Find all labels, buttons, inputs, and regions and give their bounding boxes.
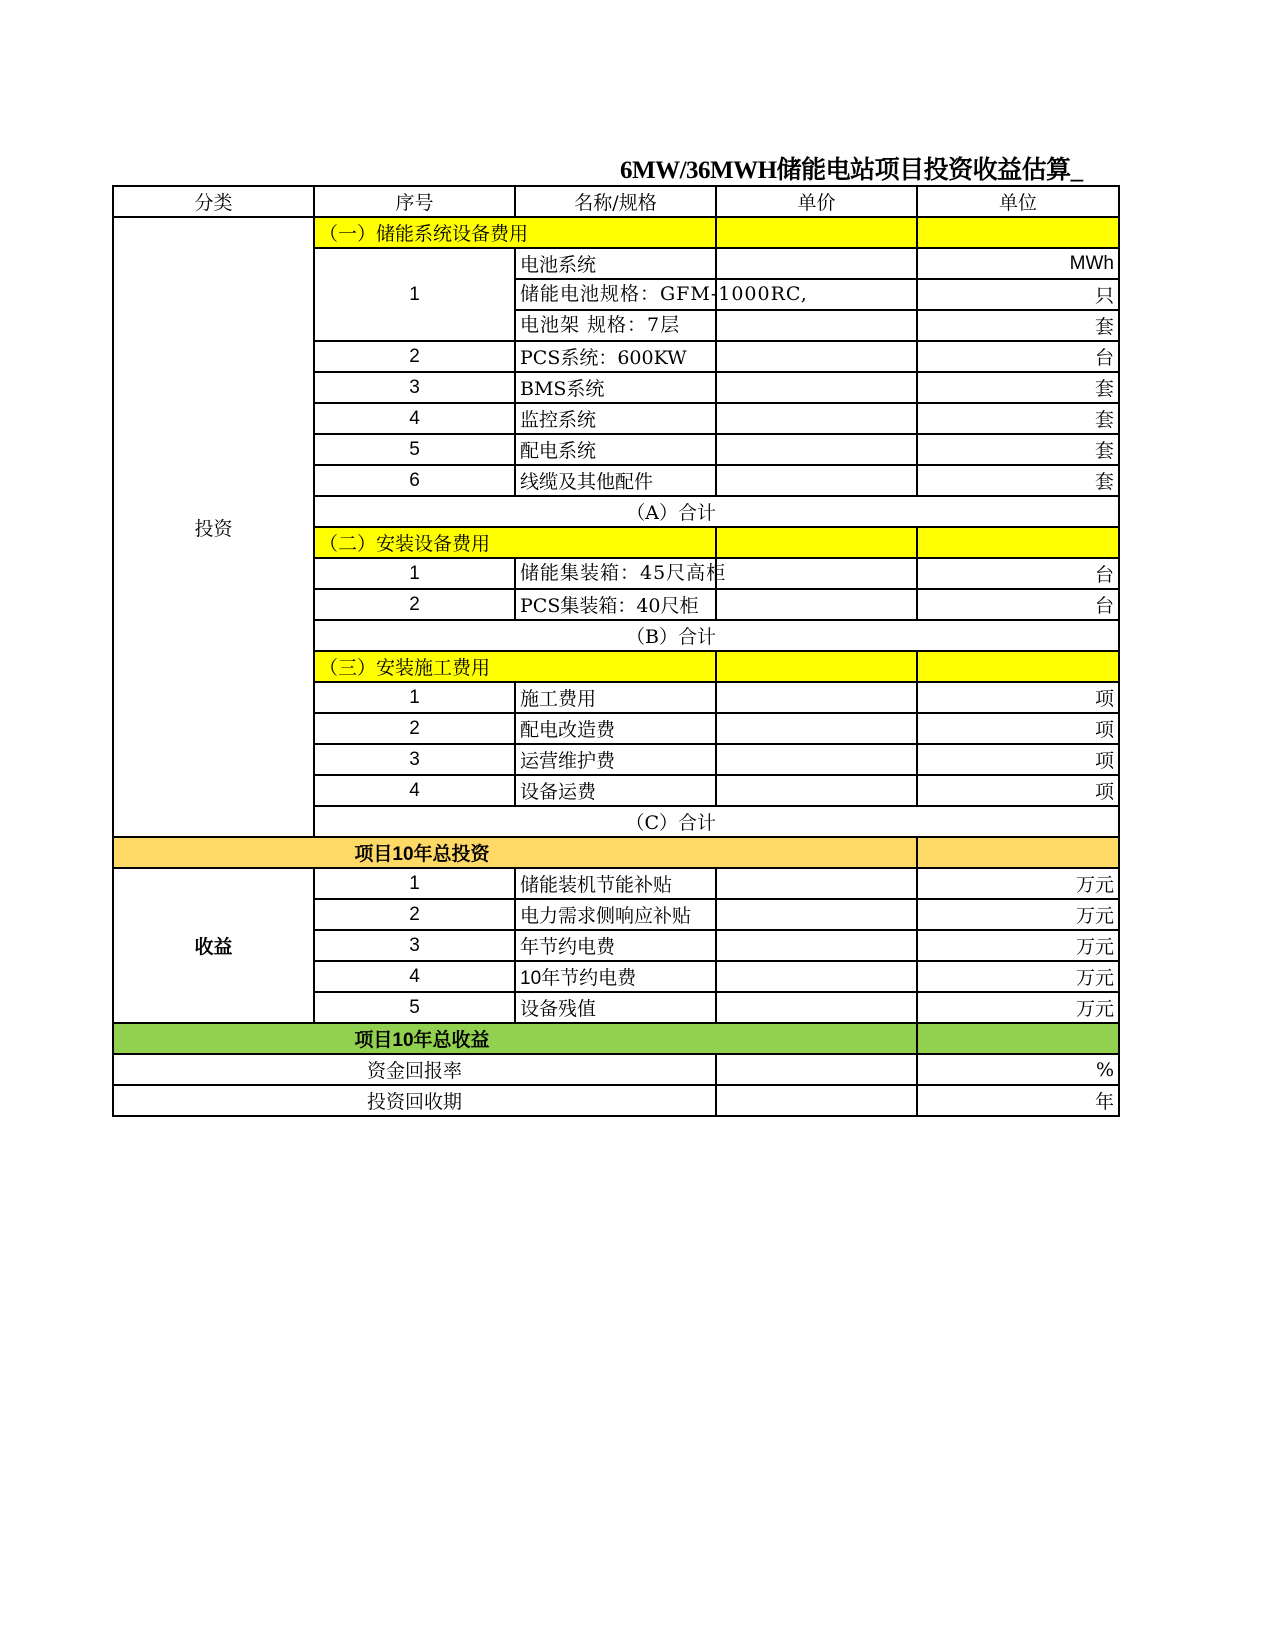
subtotal-value[interactable] <box>716 806 1119 837</box>
price-cell[interactable] <box>716 434 917 465</box>
price-cell[interactable] <box>716 899 917 930</box>
name-cell[interactable]: 设备运费 <box>515 775 716 806</box>
seq-cell[interactable]: 4 <box>314 775 515 806</box>
investment-total-value[interactable] <box>917 837 1119 868</box>
payback-period-unit[interactable]: 年 <box>917 1085 1119 1116</box>
price-cell[interactable] <box>716 558 917 589</box>
investment-total-label[interactable]: 项目10年总投资 <box>113 837 917 868</box>
unit-cell[interactable]: 套 <box>917 465 1119 496</box>
seq-cell[interactable]: 2 <box>314 713 515 744</box>
section-title[interactable]: （二）安装设备费用 <box>314 527 716 558</box>
seq-cell[interactable]: 1 <box>314 682 515 713</box>
category-revenue[interactable]: 收益 <box>113 868 314 1023</box>
seq-cell[interactable]: 5 <box>314 992 515 1023</box>
unit-cell[interactable]: 项 <box>917 682 1119 713</box>
category-investment[interactable]: 投资 <box>113 217 314 837</box>
return-rate-unit[interactable]: % <box>917 1054 1119 1085</box>
subtotal-value[interactable] <box>716 496 1119 527</box>
seq-cell[interactable]: 6 <box>314 465 515 496</box>
name-cell[interactable]: 设备残值 <box>515 992 716 1023</box>
seq-cell[interactable]: 2 <box>314 589 515 620</box>
price-cell[interactable] <box>716 589 917 620</box>
section-price-cell[interactable] <box>716 651 917 682</box>
unit-cell[interactable]: 万元 <box>917 899 1119 930</box>
name-cell[interactable]: 线缆及其他配件 <box>515 465 716 496</box>
price-cell[interactable] <box>716 961 917 992</box>
section-unit-cell[interactable] <box>917 217 1119 248</box>
seq-cell[interactable]: 2 <box>314 899 515 930</box>
subtotal-label[interactable]: （B）合计 <box>314 620 716 651</box>
name-cell[interactable]: 配电改造费 <box>515 713 716 744</box>
revenue-total-label[interactable]: 项目10年总收益 <box>113 1023 917 1054</box>
unit-cell[interactable]: 万元 <box>917 961 1119 992</box>
investment-table <box>112 185 1120 1117</box>
unit-cell[interactable]: 项 <box>917 744 1119 775</box>
name-cell[interactable]: 储能装机节能补贴 <box>515 868 716 899</box>
unit-cell[interactable]: 台 <box>917 341 1119 372</box>
header-seq[interactable]: 序号 <box>314 186 515 217</box>
unit-cell[interactable]: 项 <box>917 775 1119 806</box>
payback-period-label[interactable]: 投资回收期 <box>113 1085 716 1116</box>
header-category[interactable]: 分类 <box>113 186 314 217</box>
seq-cell[interactable]: 5 <box>314 434 515 465</box>
investment-total-row <box>113 837 1119 868</box>
unit-cell[interactable]: 只 <box>917 279 1119 310</box>
unit-cell[interactable]: 万元 <box>917 992 1119 1023</box>
seq-cell[interactable]: 3 <box>314 930 515 961</box>
subtotal-value[interactable] <box>716 620 1119 651</box>
name-cell[interactable]: 储能电池规格：GFM-1000RC, <box>515 279 716 310</box>
unit-cell[interactable]: 套 <box>917 403 1119 434</box>
seq-cell[interactable]: 3 <box>314 744 515 775</box>
unit-cell[interactable]: 台 <box>917 589 1119 620</box>
seq-cell[interactable]: 2 <box>314 341 515 372</box>
metric-row <box>113 1054 1119 1085</box>
price-cell[interactable] <box>716 465 917 496</box>
price-cell[interactable] <box>716 713 917 744</box>
name-cell[interactable]: 电池系统 <box>515 248 716 279</box>
section-price-cell[interactable] <box>716 527 917 558</box>
unit-cell[interactable]: 套 <box>917 372 1119 403</box>
table-row <box>113 868 1119 899</box>
price-cell[interactable] <box>716 682 917 713</box>
section-unit-cell[interactable] <box>917 651 1119 682</box>
price-cell[interactable] <box>716 744 917 775</box>
section-price-cell[interactable] <box>716 217 917 248</box>
subtotal-label[interactable]: （C）合计 <box>314 806 716 837</box>
revenue-total-value[interactable] <box>917 1023 1119 1054</box>
section-row <box>113 217 1119 248</box>
return-rate-value[interactable] <box>716 1054 917 1085</box>
price-cell[interactable] <box>716 372 917 403</box>
header-unit[interactable]: 单位 <box>917 186 1119 217</box>
unit-cell[interactable]: 台 <box>917 558 1119 589</box>
unit-cell[interactable]: MWh <box>917 248 1119 279</box>
name-cell[interactable]: 监控系统 <box>515 403 716 434</box>
price-cell[interactable] <box>716 341 917 372</box>
name-cell[interactable]: 年节约电费 <box>515 930 716 961</box>
seq-cell[interactable]: 1 <box>314 558 515 589</box>
metric-row <box>113 1085 1119 1116</box>
name-cell[interactable]: BMS系统 <box>515 372 716 403</box>
name-cell[interactable]: PCS系统：600KW <box>515 341 716 372</box>
price-cell[interactable] <box>716 868 917 899</box>
revenue-total-row <box>113 1023 1119 1054</box>
unit-cell[interactable]: 万元 <box>917 930 1119 961</box>
price-cell[interactable] <box>716 248 917 279</box>
seq-cell[interactable]: 4 <box>314 403 515 434</box>
subtotal-label[interactable]: （A）合计 <box>314 496 716 527</box>
name-cell[interactable]: 储能集装箱：45尺高柜 <box>515 558 716 589</box>
unit-cell[interactable]: 项 <box>917 713 1119 744</box>
name-cell[interactable]: 电池架 规格：7层 <box>515 310 716 341</box>
seq-cell[interactable]: 4 <box>314 961 515 992</box>
sheet-title: 6MW/36MWH储能电站项目投资收益估算_ <box>620 157 1083 184</box>
section-unit-cell[interactable] <box>917 527 1119 558</box>
name-cell[interactable]: PCS集装箱：40尺柜 <box>515 589 716 620</box>
name-cell[interactable]: 施工费用 <box>515 682 716 713</box>
unit-cell[interactable]: 万元 <box>917 868 1119 899</box>
price-cell[interactable] <box>716 775 917 806</box>
section-title[interactable]: （三）安装施工费用 <box>314 651 716 682</box>
price-cell[interactable] <box>716 403 917 434</box>
seq-cell[interactable]: 1 <box>314 248 515 341</box>
price-cell[interactable] <box>716 930 917 961</box>
name-cell[interactable]: 电力需求侧响应补贴 <box>515 899 716 930</box>
name-cell[interactable]: 运营维护费 <box>515 744 716 775</box>
header-price[interactable]: 单价 <box>716 186 917 217</box>
return-rate-label[interactable]: 资金回报率 <box>113 1054 716 1085</box>
header-row <box>113 186 1119 217</box>
header-name[interactable]: 名称/规格 <box>515 186 716 217</box>
price-cell[interactable] <box>716 992 917 1023</box>
seq-cell[interactable]: 1 <box>314 868 515 899</box>
name-cell[interactable]: 配电系统 <box>515 434 716 465</box>
unit-cell[interactable]: 套 <box>917 310 1119 341</box>
price-cell[interactable] <box>716 310 917 341</box>
name-cell[interactable]: 10年节约电费 <box>515 961 716 992</box>
seq-cell[interactable]: 3 <box>314 372 515 403</box>
payback-period-value[interactable] <box>716 1085 917 1116</box>
unit-cell[interactable]: 套 <box>917 434 1119 465</box>
section-title[interactable]: （一）储能系统设备费用 <box>314 217 716 248</box>
